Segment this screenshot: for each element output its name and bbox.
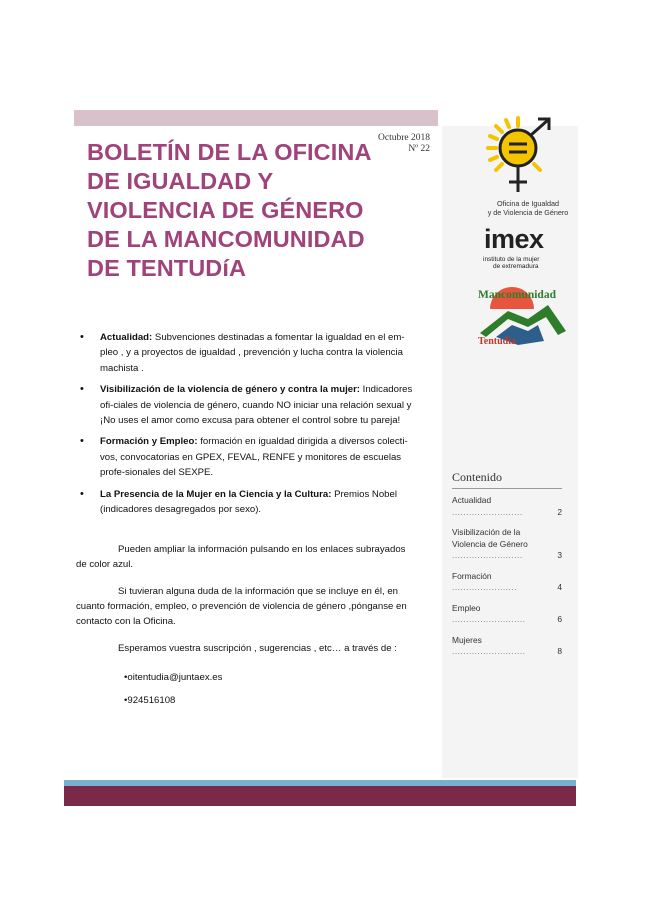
toc-label: Empleo: [452, 602, 481, 613]
toc-page: 8: [557, 646, 562, 656]
phone-number: •924516108: [124, 695, 176, 706]
title-line: BOLETÍN DE LA OFICINA: [87, 139, 372, 165]
toc-leader: ..........................: [452, 614, 526, 624]
imex-logo-subtitle: [483, 256, 539, 270]
list-item: [76, 434, 416, 480]
mancomunidad-logo-text: Mancomunidad: [478, 289, 556, 301]
issue-date: Octubre 2018: [378, 133, 430, 143]
toc-item-name: [452, 495, 554, 518]
toc-label: Actualidad: [452, 495, 492, 505]
item-text: Indicadores ofi-ciales de violencia de género, cuando NO iniciar una relación sexual y ¡No uses el amor como excusa para obtener el control sobre tu pareja!: [100, 384, 413, 427]
item-lead: La Presencia de la Mujer en la Ciencia y la Cultura:: [100, 488, 332, 500]
bullet-icon: •: [80, 331, 84, 343]
item-text: Subvenciones destinadas a fomentar la igualdad en el em-pleo , y a proyectos de igualdad , prevención y lucha contra la violencia machista .: [100, 332, 405, 374]
toc-item[interactable]: [452, 571, 562, 594]
toc-item[interactable]: [452, 603, 562, 626]
toc-label: Visibilización de la Violencia de Género: [452, 527, 528, 549]
imex-logo-text: imex: [484, 224, 544, 254]
equality-sun-logo: [482, 112, 562, 198]
email-link[interactable]: •oitentudia@juntaex.es: [124, 672, 223, 683]
toc-label: Mujeres: [452, 634, 482, 645]
toc-title: Contenido: [452, 470, 502, 484]
subtitle-line: instituto de la mujer: [483, 256, 540, 263]
toc-item-name: [452, 527, 554, 562]
title-line: DE TENTUDíA: [87, 255, 247, 281]
oficina-logo-caption: [478, 200, 578, 217]
caption-line: y de Violencia de Género: [487, 207, 569, 217]
toc-item[interactable]: [452, 527, 562, 562]
toc-item[interactable]: [452, 495, 562, 518]
info-paragraph: Pueden ampliar la información pulsando en los enlaces subrayados de color azul.: [76, 544, 406, 570]
toc-leader: .........................: [452, 506, 523, 517]
tentudia-logo-text: Tentudía: [478, 336, 516, 347]
item-text: Premios Nobel (indicadores desagregados por sexo).: [100, 488, 397, 516]
toc-page: 4: [557, 582, 562, 592]
toc-leader: ..........................: [452, 646, 526, 656]
list-item: [76, 487, 416, 518]
title-line: DE LA MANCOMUNIDAD: [87, 226, 365, 252]
issue-number: Nº 22: [408, 144, 430, 154]
toc-label: Formación: [452, 570, 492, 581]
footer-bar: [64, 786, 576, 806]
toc-item-name: [452, 635, 554, 658]
toc-divider: [452, 488, 562, 489]
subscription-paragraph: Esperamos vuestra suscripción , sugerencias , etc… a través de :: [118, 643, 397, 654]
toc-page: 6: [557, 614, 562, 624]
item-text: formación en igualdad dirigida a diversos colecti-vos, convocatorias en GPEX, FEVAL, RENFE y monitores de escuelas profe-sionales del SEXPE.: [100, 436, 408, 479]
list-item: [76, 382, 416, 428]
toc-leader: .......................: [452, 582, 518, 592]
summary-list: [76, 330, 416, 523]
header-decor-bar: [74, 110, 438, 126]
body-text: [76, 542, 416, 716]
title-line: DE IGUALDAD Y: [87, 168, 274, 194]
bullet-icon: •: [80, 487, 84, 500]
toc-leader: .........................: [452, 550, 523, 560]
item-lead: Actualidad:: [100, 332, 153, 343]
bullet-icon: •: [80, 435, 84, 448]
table-of-contents: [452, 495, 562, 667]
list-item: [76, 330, 416, 376]
title-line: VIOLENCIA DE GÉNERO: [87, 197, 364, 223]
toc-page: 3: [557, 550, 562, 560]
page-title: [87, 138, 387, 283]
caption-line: Oficina de Igualdad: [497, 199, 559, 208]
toc-page: 2: [557, 506, 562, 517]
item-lead: Visibilización de la violencia de género y contra la mujer:: [100, 384, 361, 396]
toc-item-name: [452, 571, 554, 594]
subtitle-line: de extremadura: [493, 263, 539, 270]
item-lead: Formación y Empleo:: [100, 436, 198, 448]
issue-info: [372, 133, 430, 155]
bullet-icon: •: [80, 383, 84, 396]
toc-item[interactable]: [452, 635, 562, 658]
toc-item-name: [452, 603, 554, 626]
contact-paragraph: Si tuvieran alguna duda de la información que se incluye en él, en cuanto formación, empleo, o prevención de violencia de género ,pónganse en contacto con la Oficina.: [76, 586, 407, 627]
